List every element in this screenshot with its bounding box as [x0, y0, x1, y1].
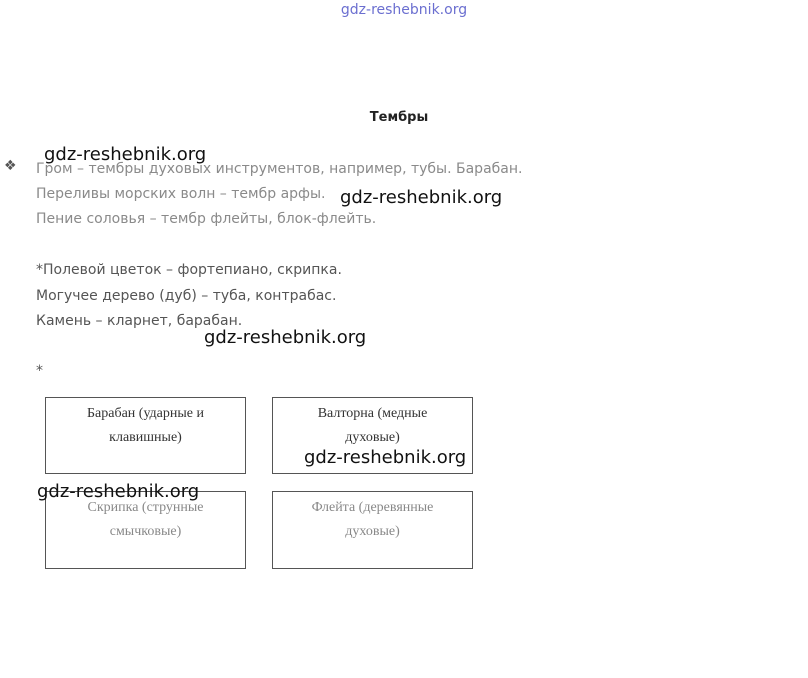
text-line-stone: Камень – кларнет, барабан. [36, 313, 243, 329]
text-line-oak: Могучее дерево (дуб) – туба, контрабас. [36, 288, 337, 304]
box-line: смычковые) [109, 524, 182, 539]
box-line: Флейта (деревянные [311, 500, 434, 515]
text-line-asterisk: * [36, 363, 43, 379]
text-line-waves: Переливы морских волн – тембр арфы. [36, 186, 326, 202]
box-line: Валторна (медные [317, 406, 428, 421]
box-line: Скрипка (струнные [87, 500, 204, 515]
watermark: gdz-reshebnik.org [44, 144, 207, 165]
box-line: клавишные) [109, 430, 182, 445]
instrument-box-drum [45, 397, 246, 474]
text-line-nightingale: Пение соловья – тембр флейты, блок-флейть. [36, 211, 377, 227]
instrument-box-violin [45, 491, 246, 569]
diamond-bullet-icon: ❖ [4, 158, 17, 174]
box-line: духовые) [345, 430, 400, 445]
box-line: Барабан (ударные и [86, 406, 205, 421]
box-line: духовые) [345, 524, 400, 539]
watermark: gdz-reshebnik.org [37, 481, 200, 502]
text-line-flower: *Полевой цветок – фортепиано, скрипка. [36, 262, 342, 278]
watermark: gdz-reshebnik.org [204, 327, 367, 348]
page-title: Тембры [369, 110, 429, 125]
site-header-link[interactable]: gdz-reshebnik.org [340, 2, 468, 18]
watermark: gdz-reshebnik.org [304, 447, 467, 468]
watermark: gdz-reshebnik.org [340, 187, 503, 208]
instrument-box-flute [272, 491, 473, 569]
text-line-thunder: Гром – тембры духовых инструментов, например, тубы. Барабан. [36, 161, 523, 177]
